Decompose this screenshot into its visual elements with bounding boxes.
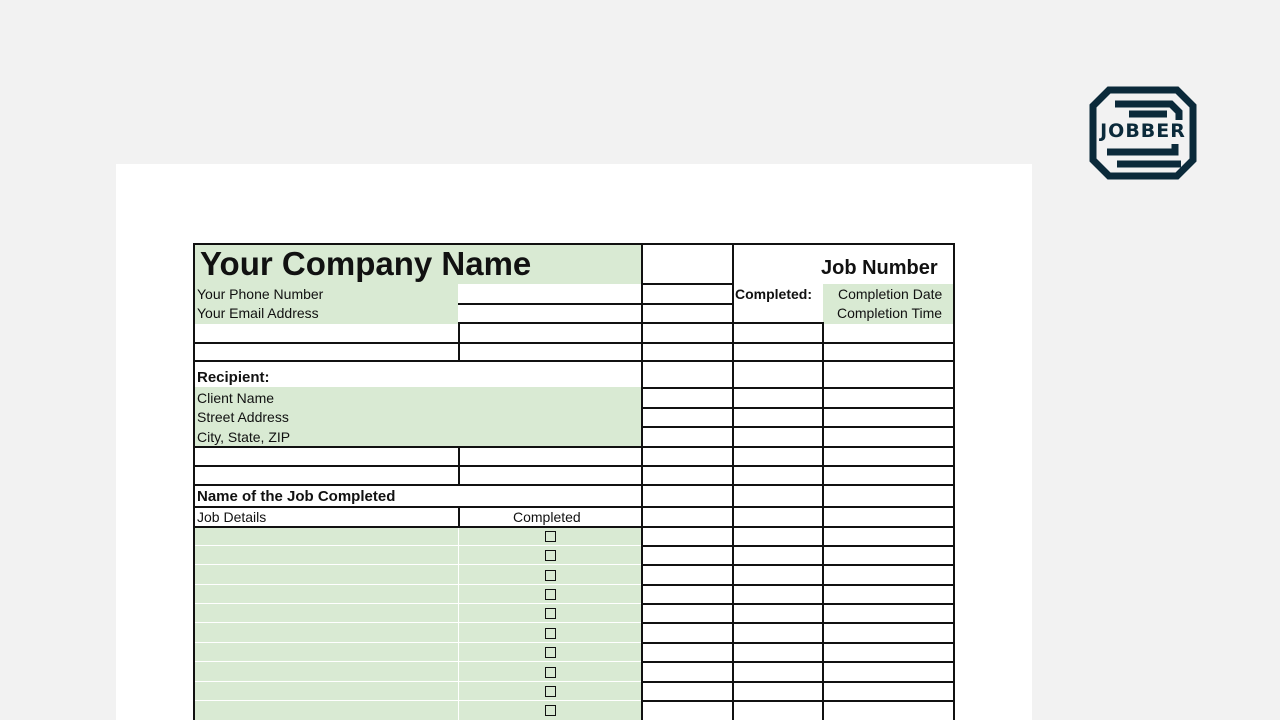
completed-checkbox[interactable] xyxy=(545,570,556,581)
phone-number: Your Phone Number xyxy=(197,286,324,302)
completed-checkbox[interactable] xyxy=(545,589,556,600)
city-state-zip: City, State, ZIP xyxy=(197,429,291,445)
street-address: Street Address xyxy=(197,409,289,425)
completed-checkbox[interactable] xyxy=(545,686,556,697)
completed-checkbox[interactable] xyxy=(545,608,556,619)
company-name: Your Company Name xyxy=(200,245,532,282)
logo-wordmark: JOBBER xyxy=(1100,120,1186,142)
job-completion-form xyxy=(193,243,955,720)
completed-checkbox[interactable] xyxy=(545,647,556,658)
completed-checkbox[interactable] xyxy=(545,705,556,716)
recipient-label: Recipient: xyxy=(197,369,270,386)
client-name: Client Name xyxy=(197,390,275,406)
jobber-logo xyxy=(1085,82,1201,184)
job-number-label: Job Number xyxy=(821,257,938,279)
completed-header: Completed xyxy=(513,509,581,525)
email-address: Your Email Address xyxy=(197,305,319,321)
job-name-label: Name of the Job Completed xyxy=(197,488,396,505)
job-details-header: Job Details xyxy=(197,509,267,525)
completion-time: Completion Time xyxy=(837,305,943,321)
completed-checkbox[interactable] xyxy=(545,550,556,561)
completed-checkbox[interactable] xyxy=(545,531,556,542)
completed-checkbox[interactable] xyxy=(545,628,556,639)
job-details-area xyxy=(193,527,642,720)
completed-label: Completed: xyxy=(735,286,812,302)
completed-checkbox[interactable] xyxy=(545,667,556,678)
completion-date: Completion Date xyxy=(838,286,943,302)
